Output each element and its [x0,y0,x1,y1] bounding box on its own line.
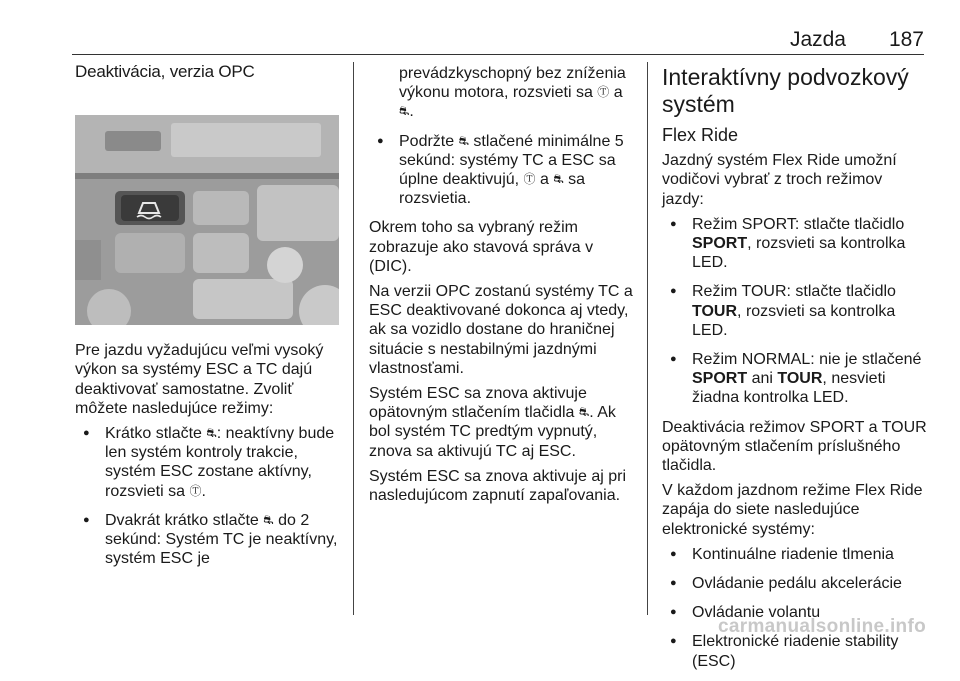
esc-button-icon: ⛐ [263,512,274,527]
paragraph: Systém ESC sa znova aktivuje opätovným stlačením tlačidla ⛐. Ak bol systém TC predtým vypnutý, znova sa aktivujú TC aj ESC. [369,385,616,460]
list-item: ● Podržte ⛐ stlačené minimálne 5 sekúnd: systémy TC a ESC sa úplne deaktivujú, Ⓣ a ⛐ sa rozsvietia. [369,132,639,209]
list-item: ● Dvakrát krátko stlačte ⛐ do 2 sekúnd: Systém TC je neaktívny, systém ESC je [75,511,345,569]
mode-list [662,215,928,408]
esc-button-icon: ⛐ [458,133,469,148]
header-rule [72,54,924,55]
paragraph: V každom jazdnom režime Flex Ride zapája do siete nasledujúce elektronické systémy: [662,482,923,538]
list-item: ● Kontinuálne riadenie tlmenia [662,545,928,564]
list-item: ● Režim TOUR: stlačte tlačidlo TOUR, rozsvieti sa kontrolka LED. [662,282,928,340]
section-heading: Deaktivácia, verzia OPC [75,62,255,81]
mode-list [75,424,345,568]
paragraph: Okrem toho sa vybraný režim zobrazuje ako stavová správa v (DIC). [369,219,594,275]
watermark: carmanualsonline.info [718,616,926,637]
section-heading: Interaktívny podvozkový systém [662,64,909,117]
column-right [662,64,928,681]
intro-paragraph: Pre jazdu vyžadujúcu veľmi vysoký výkon sa systémy ESC a TC dajú deaktivovať samostatne. Zvoliť môžete nasledujúce režimy: [75,342,324,417]
column-divider [647,62,648,615]
esc-off-icon: ⛐ [553,172,564,187]
tc-off-icon: Ⓣ [523,172,536,187]
list-item-continued: prevádzkyschopný bez zníženia výkonu motora, rozsvieti sa Ⓣ a ⛐. [399,65,626,121]
esc-button-icon: ⛐ [206,426,217,441]
list-item: ● Režim SPORT: stlačte tlačidlo SPORT, rozsvieti sa kontrolka LED. [662,215,928,273]
esc-off-icon: ⛐ [399,104,410,119]
list-item: ● Krátko stlačte ⛐: neaktívny bude len systém kontroly trakcie, systém ESC zostane aktívny, rozsvieti sa Ⓣ. [75,424,345,501]
column-middle [369,64,639,511]
list-item: ● Režim NORMAL: nie je stlačené SPORT ani TOUR, nesvieti žiadna kontrolka LED. [662,350,928,408]
list-item: ● Ovládanie volantu [662,603,928,622]
list-item: ● Elektronické riadenie stability (ESC) [662,632,928,670]
tc-off-icon: Ⓣ [597,85,610,100]
dashboard-button-photo [75,115,339,325]
intro-paragraph: Jazdný systém Flex Ride umožní vodičovi vybrať z troch režimov jazdy: [662,152,897,208]
page-header [72,24,924,52]
systems-list [662,545,928,671]
list-item: ● Ovládanie pedálu akcelerácie [662,574,928,593]
column-divider [353,62,354,615]
page-number: 187 [888,28,924,51]
paragraph: Na verzii OPC zostanú systémy TC a ESC deaktivované dokonca aj vtedy, ak sa vozidlo dostane do hraničnej situácie s nestabilnými jazdnými vlastnosťami. [369,283,633,377]
section-title: Jazda [789,28,846,51]
paragraph: Deaktivácia režimov SPORT a TOUR opätovným stlačením príslušného tlačidla. [662,418,927,475]
tc-off-icon: Ⓣ [189,483,202,498]
mode-list-continued [369,64,639,208]
paragraph: Systém ESC sa znova aktivuje aj pri nasledujúcom zapnutí zapaľovania. [369,467,626,505]
subsection-heading: Flex Ride [662,125,739,145]
column-left [75,62,345,578]
esc-button-icon: ⛐ [578,405,590,420]
